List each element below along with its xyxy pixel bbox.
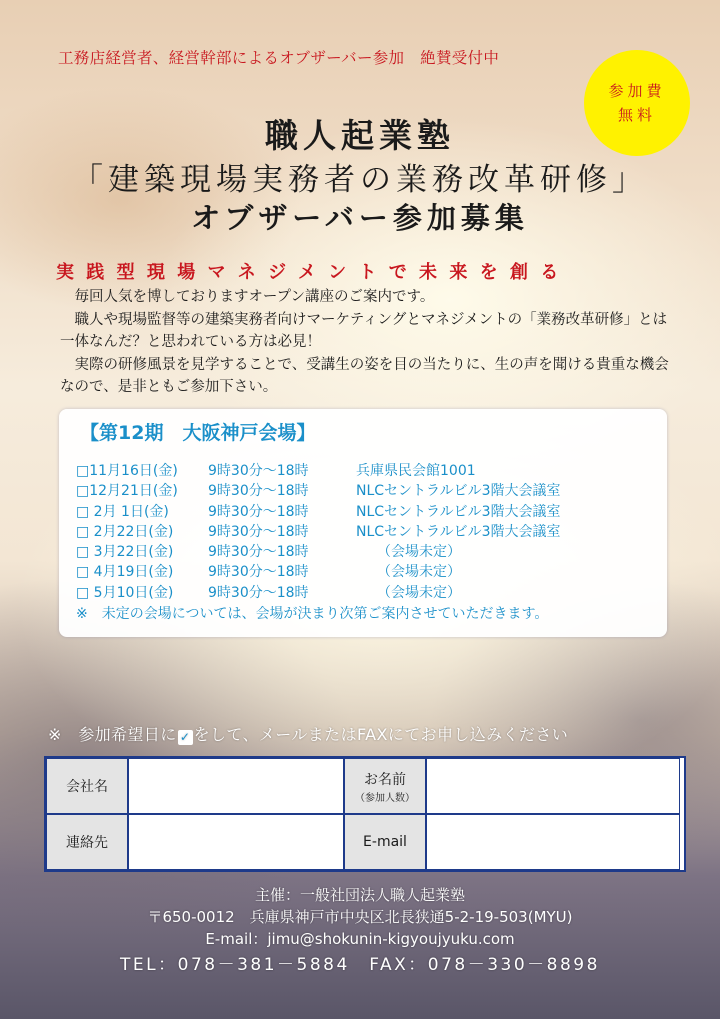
company-field[interactable]: [128, 758, 344, 814]
schedule-time: 9時30分～18時: [208, 544, 309, 561]
schedule-venue: （会場未定）: [356, 544, 461, 561]
top-notice: 工務店経営者、経営幹部によるオブザーバー参加 絶賛受付中: [58, 49, 500, 67]
schedule-date: □ 2月22日(金): [76, 523, 174, 540]
schedule-time: 9時30分～18時: [208, 483, 309, 500]
contact-field[interactable]: [128, 814, 344, 870]
checkmark-icon: ✓: [178, 730, 193, 745]
schedule-date: □ 3月22日(金): [76, 544, 174, 561]
main-title: 職人起業塾: [265, 116, 455, 155]
schedule-title: 【第12期 大阪神戸会場】: [80, 422, 316, 444]
fee-badge-line1: 参加費: [608, 82, 666, 100]
address: 〒650-0012 兵庫県神戸市中央区北長狭通5-2-19-503(MYU): [147, 908, 573, 926]
footer: [0, 884, 720, 974]
schedule-venue: NLCセントラルビル3階大会議室: [356, 503, 561, 520]
schedule-row[interactable]: [76, 583, 561, 603]
schedule-venue: NLCセントラルビル3階大会議室: [356, 483, 561, 500]
email-label: E-mail: [344, 814, 426, 870]
schedule-date: □ 5月10日(金): [76, 584, 174, 601]
schedule-note: ※ 未定の会場については、会場が決まり次第ご案内させていただきます。: [76, 606, 549, 622]
name-sublabel: （参加人数）: [355, 792, 415, 804]
schedule-row[interactable]: [76, 481, 561, 501]
schedule-date: □ 4月19日(金): [76, 564, 174, 581]
schedule-row[interactable]: [76, 542, 561, 562]
recruitment-title: オブザーバー参加募集: [191, 201, 529, 235]
apply-instruction: [48, 722, 568, 745]
apply-instruction-before: ※ 参加希望日に: [48, 725, 177, 744]
name-field[interactable]: [426, 758, 680, 814]
schedule-date: □ 2月 1日(金): [76, 503, 169, 520]
contact-label: 連絡先: [46, 814, 128, 870]
schedule-row[interactable]: [76, 502, 561, 522]
company-label: 会社名: [46, 758, 128, 814]
contact-email[interactable]: E-mail：jimu@shokunin-kigyoujyuku.com: [205, 930, 515, 948]
fee-badge-line2: 無料: [617, 106, 656, 124]
name-label: [344, 758, 426, 814]
intro-paragraph: 職人や現場監督等の建築実務者向けマーケティングとマネジメントの「業務改革研修」とは一体なんだ？と思われている方は必見！: [60, 311, 668, 350]
tagline: 実践型現場マネジメントで未来を創る: [56, 262, 571, 283]
schedule-venue: 兵庫県民会館1001: [356, 463, 476, 479]
schedule-row[interactable]: [76, 562, 561, 582]
phone-fax: TEL：078－381－5884 FAX：078－330－8898: [120, 955, 600, 975]
apply-instruction-after: をして、メールまたはFAXにてお申し込みください: [193, 725, 569, 744]
application-form: [44, 756, 686, 872]
schedule-venue: （会場未定）: [356, 564, 461, 581]
schedule-time: 9時30分～18時: [208, 584, 309, 601]
schedule-time: 9時30分～18時: [208, 463, 309, 479]
schedule-row[interactable]: [76, 522, 561, 542]
schedule-date: □12月21日(金): [76, 483, 178, 500]
schedule-list: [76, 461, 561, 603]
schedule-date: □11月16日(金): [76, 463, 178, 479]
intro-text: [60, 286, 672, 399]
organizer: 主催：一般社団法人職人起業塾: [254, 886, 465, 904]
schedule-row[interactable]: [76, 461, 561, 481]
intro-paragraph: 実際の研修風景を見学することで、受講生の姿を目の当たりに、生の声を聞ける貴重な機会なので、是非ともご参加下さい。: [60, 356, 669, 395]
schedule-time: 9時30分～18時: [208, 503, 309, 520]
email-field[interactable]: [426, 814, 680, 870]
intro-paragraph: 毎回人気を博しておりますオープン講座のご案内です。: [60, 289, 435, 305]
schedule-time: 9時30分～18時: [208, 523, 309, 540]
schedule-time: 9時30分～18時: [208, 564, 309, 581]
schedule-venue: NLCセントラルビル3階大会議室: [356, 523, 561, 540]
course-title: 「建築現場実務者の業務改革研修」: [72, 162, 648, 198]
name-label-text: お名前: [364, 771, 406, 788]
schedule-venue: （会場未定）: [356, 584, 461, 601]
